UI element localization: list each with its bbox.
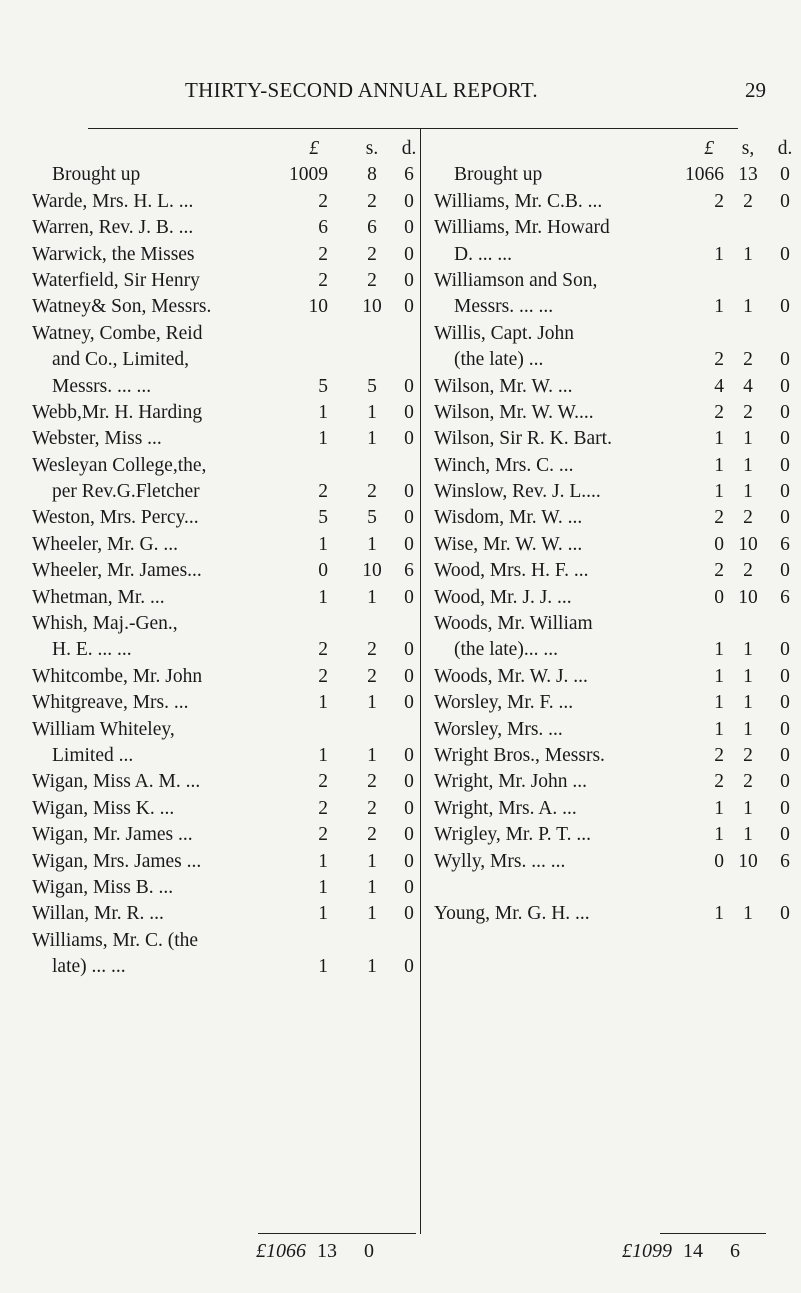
shillings-value: 1: [743, 718, 753, 740]
pounds-value: 5: [318, 507, 328, 529]
right-total-rule: [660, 1233, 766, 1234]
header-rule: [88, 128, 738, 129]
pence-value: 0: [404, 956, 414, 978]
subscriber-row: [32, 928, 420, 954]
subscriber-name: Wigan, Miss K. ...: [32, 797, 175, 819]
pence-value: 6: [404, 164, 414, 186]
subscriber-row: [32, 558, 420, 584]
shillings-value: 8: [367, 164, 377, 186]
pounds-value: 1: [318, 692, 328, 714]
subscriber-name: Wrigley, Mr. P. T. ...: [434, 824, 592, 846]
shillings-value: 1: [743, 296, 753, 318]
left-total: [256, 1240, 374, 1263]
right-total-shillings: 14: [683, 1240, 703, 1262]
subscriber-row: [434, 505, 796, 531]
shillings-value: 2: [367, 269, 377, 291]
shillings-value: 6: [367, 217, 377, 239]
subscriber-name: Wright, Mr. John ...: [434, 771, 588, 793]
shillings-value: 2: [743, 507, 753, 529]
subscriber-row: [32, 690, 420, 716]
left-total-pounds: £1066: [256, 1240, 306, 1262]
subscriber-row: [32, 162, 420, 188]
pounds-value: 2: [318, 639, 328, 661]
pence-value: 0: [780, 349, 790, 371]
shillings-value: 10: [738, 850, 758, 872]
pounds-value: 2: [318, 190, 328, 212]
pence-value: 0: [404, 401, 414, 423]
subscriber-name: Williamson and Son,: [434, 269, 598, 291]
shillings-value: 1: [367, 903, 377, 925]
shillings-value: 2: [367, 190, 377, 212]
subscriber-name: H. E. ... ...: [52, 639, 132, 661]
subscriber-row: [32, 717, 420, 743]
pence-value: 0: [404, 375, 414, 397]
subscriber-name: Watney, Combe, Reid: [32, 322, 203, 344]
left-total-pence: 0: [364, 1240, 374, 1262]
pounds-value: 2: [318, 269, 328, 291]
pounds-value: 2: [318, 243, 328, 265]
shillings-value: 10: [362, 296, 382, 318]
subscriber-row: [434, 532, 796, 558]
subscriber-row: [32, 453, 420, 479]
shilling-header: s.: [365, 138, 379, 159]
pounds-value: 0: [318, 560, 328, 582]
left-total-shillings: 13: [317, 1240, 337, 1262]
left-column: [32, 136, 420, 981]
subscriber-row: [32, 769, 420, 795]
shillings-value: 2: [367, 797, 377, 819]
subscriber-name: Wylly, Mrs. ... ...: [434, 850, 566, 872]
subscriber-name: Watney& Son, Messrs.: [32, 296, 212, 318]
page-header: [0, 78, 801, 108]
subscriber-name: Woods, Mr. William: [434, 613, 593, 635]
right-currency-header: [434, 136, 796, 162]
subscriber-row: [434, 189, 796, 215]
subscriber-row: [32, 189, 420, 215]
pounds-value: 1: [714, 428, 724, 450]
subscriber-row: [434, 321, 796, 347]
report-title: THIRTY-SECOND ANNUAL REPORT.: [185, 78, 538, 102]
pence-value: 0: [404, 269, 414, 291]
subscriber-row: [434, 875, 796, 901]
pounds-value: 1: [714, 824, 724, 846]
shillings-value: 10: [738, 533, 758, 555]
subscriber-name: Wesleyan College,the,: [32, 454, 207, 476]
subscriber-name: Wood, Mrs. H. F. ...: [434, 560, 589, 582]
pence-value: 0: [404, 665, 414, 687]
pence-value: 0: [404, 771, 414, 793]
shillings-value: 1: [367, 956, 377, 978]
pounds-value: 2: [714, 190, 724, 212]
pence-value: 0: [780, 164, 790, 186]
pence-value: 0: [404, 824, 414, 846]
subscriber-name: Williams, Mr. Howard: [434, 217, 610, 239]
subscriber-row: [32, 505, 420, 531]
pounds-value: 2: [714, 771, 724, 793]
pence-value: 0: [404, 507, 414, 529]
shilling-header: s,: [741, 138, 755, 159]
subscriber-row: [434, 242, 796, 268]
subscriber-name: Winslow, Rev. J. L....: [434, 481, 601, 503]
pounds-value: 6: [318, 217, 328, 239]
shillings-value: 10: [738, 586, 758, 608]
pence-value: 0: [404, 639, 414, 661]
pence-value: 0: [780, 824, 790, 846]
subscriber-name: Williams, Mr. C.B. ...: [434, 190, 603, 212]
pence-value: 0: [780, 797, 790, 819]
right-subscriber-list: [434, 162, 796, 927]
left-currency-header: [32, 136, 420, 162]
subscriber-name: Warde, Mrs. H. L. ...: [32, 190, 194, 212]
shillings-value: 2: [367, 824, 377, 846]
pence-value: 0: [404, 903, 414, 925]
subscriber-name: Weston, Mrs. Percy...: [32, 507, 199, 529]
subscriber-row: [32, 822, 420, 848]
shillings-value: 2: [743, 771, 753, 793]
subscriber-row: [434, 453, 796, 479]
pounds-value: 0: [714, 533, 724, 555]
subscriber-row: [32, 585, 420, 611]
pounds-value: 1009: [289, 164, 328, 186]
pence-value: 6: [404, 560, 414, 582]
pounds-value: 1: [318, 850, 328, 872]
pounds-value: 1: [714, 903, 724, 925]
subscriber-name: Winch, Mrs. C. ...: [434, 454, 574, 476]
pence-value: 0: [780, 744, 790, 766]
shillings-value: 1: [743, 692, 753, 714]
pence-value: 0: [780, 560, 790, 582]
shillings-value: 2: [367, 243, 377, 265]
pence-value: 0: [780, 692, 790, 714]
subscriber-row: [434, 611, 796, 637]
shillings-value: 2: [367, 481, 377, 503]
subscriber-row: [32, 875, 420, 901]
subscriber-name: D. ... ...: [454, 243, 512, 265]
pounds-value: 1: [318, 586, 328, 608]
subscriber-name: Wigan, Miss A. M. ...: [32, 771, 201, 793]
pounds-value: 2: [318, 665, 328, 687]
pounds-value: 1: [714, 718, 724, 740]
subscriber-name: William Whiteley,: [32, 718, 175, 740]
pound-header: £: [704, 138, 714, 159]
right-total-pence: 6: [730, 1240, 740, 1262]
subscriber-name: Messrs. ... ...: [454, 296, 554, 318]
pence-value: 6: [780, 533, 790, 555]
pence-value: 0: [780, 639, 790, 661]
subscriber-row: [434, 901, 796, 927]
subscriber-row: [434, 374, 796, 400]
subscriber-row: [434, 215, 796, 241]
pounds-value: 1: [318, 956, 328, 978]
subscriber-name: Wheeler, Mr. James...: [32, 560, 202, 582]
pence-value: 0: [404, 797, 414, 819]
pence-value: 0: [780, 665, 790, 687]
subscriber-name: (the late)... ...: [454, 639, 558, 661]
left-total-rule: [258, 1233, 416, 1234]
pence-value: 0: [404, 744, 414, 766]
pounds-value: 1: [714, 243, 724, 265]
shillings-value: 13: [738, 164, 758, 186]
subscriber-name: Wilson, Mr. W. ...: [434, 375, 573, 397]
subscriber-row: [434, 294, 796, 320]
pence-value: 6: [780, 850, 790, 872]
subscriber-name: Messrs. ... ...: [52, 375, 152, 397]
subscriber-row: [434, 717, 796, 743]
subscriber-name: Wood, Mr. J. J. ...: [434, 586, 572, 608]
subscriber-row: [434, 849, 796, 875]
pence-value: 0: [404, 481, 414, 503]
pence-value: 0: [780, 771, 790, 793]
pounds-value: 5: [318, 375, 328, 397]
shillings-value: 1: [743, 454, 753, 476]
pounds-value: 1: [318, 903, 328, 925]
subscriber-name: Wigan, Mr. James ...: [32, 824, 193, 846]
subscriber-row: [32, 611, 420, 637]
shillings-value: 1: [743, 903, 753, 925]
shillings-value: 4: [743, 375, 753, 397]
pence-value: 0: [780, 507, 790, 529]
subscriber-row: [32, 954, 420, 980]
subscriber-name: Wilson, Sir R. K. Bart.: [434, 428, 612, 450]
pence-value: 0: [780, 903, 790, 925]
pence-header: d.: [401, 138, 417, 159]
subscriber-name: Warwick, the Misses: [32, 243, 195, 265]
subscriber-row: [434, 796, 796, 822]
pounds-value: 2: [714, 507, 724, 529]
subscriber-name: Wise, Mr. W. W. ...: [434, 533, 583, 555]
pence-value: 0: [780, 481, 790, 503]
pounds-value: 4: [714, 375, 724, 397]
pence-value: 6: [780, 586, 790, 608]
right-total-pounds: £1099: [622, 1240, 672, 1262]
pounds-value: 2: [318, 481, 328, 503]
subscriber-name: Young, Mr. G. H. ...: [434, 903, 590, 925]
subscriber-row: [434, 347, 796, 373]
subscriber-name: Whitgreave, Mrs. ...: [32, 692, 189, 714]
shillings-value: 1: [367, 744, 377, 766]
pence-value: 0: [404, 243, 414, 265]
subscriber-row: [32, 901, 420, 927]
shillings-value: 1: [367, 876, 377, 898]
subscriber-name: Willis, Capt. John: [434, 322, 575, 344]
shillings-value: 2: [743, 190, 753, 212]
subscriber-name: Worsley, Mr. F. ...: [434, 692, 574, 714]
subscriber-row: [32, 532, 420, 558]
subscriber-row: [434, 268, 796, 294]
subscriber-row: [434, 769, 796, 795]
shillings-value: 1: [367, 586, 377, 608]
shillings-value: 1: [743, 243, 753, 265]
subscriber-name: Waterfield, Sir Henry: [32, 269, 200, 291]
subscriber-row: [32, 321, 420, 347]
subscriber-row: [32, 664, 420, 690]
subscriber-row: [32, 294, 420, 320]
subscriber-name: Limited ...: [52, 744, 134, 766]
shillings-value: 2: [743, 349, 753, 371]
subscriber-name: Worsley, Mrs. ...: [434, 718, 563, 740]
pence-value: 0: [780, 454, 790, 476]
pence-value: 0: [404, 692, 414, 714]
subscriber-row: [32, 479, 420, 505]
subscriber-row: [32, 242, 420, 268]
pounds-value: 1: [318, 876, 328, 898]
pence-value: 0: [404, 296, 414, 318]
subscriber-name: and Co., Limited,: [52, 349, 190, 371]
left-subscriber-list: [32, 162, 420, 980]
subscriber-row: [32, 374, 420, 400]
right-column: [434, 136, 796, 928]
subscriber-name: Wright Bros., Messrs.: [434, 744, 605, 766]
pounds-value: 1: [714, 296, 724, 318]
pounds-value: 2: [714, 744, 724, 766]
pounds-value: 2: [714, 349, 724, 371]
subscriber-name: Whish, Maj.-Gen.,: [32, 613, 178, 635]
pounds-value: 10: [308, 296, 328, 318]
subscriber-row: [434, 426, 796, 452]
pounds-value: 1: [318, 428, 328, 450]
subscriber-row: [434, 558, 796, 584]
subscriber-name: Webb,Mr. H. Harding: [32, 401, 203, 423]
pence-value: 0: [780, 190, 790, 212]
subscriber-name: Williams, Mr. C. (the: [32, 929, 199, 951]
pence-value: 0: [404, 533, 414, 555]
subscriber-name: Wilson, Mr. W. W....: [434, 401, 594, 423]
subscriber-name: Webster, Miss ...: [32, 428, 162, 450]
pence-value: 0: [404, 217, 414, 239]
pence-value: 0: [780, 401, 790, 423]
subscriber-name: Wright, Mrs. A. ...: [434, 797, 577, 819]
pence-value: 0: [780, 428, 790, 450]
subscriber-row: [32, 849, 420, 875]
pounds-value: 1: [714, 454, 724, 476]
pounds-value: 1: [318, 744, 328, 766]
subscriber-row: [434, 822, 796, 848]
pounds-value: 1: [714, 481, 724, 503]
page-number: 29: [745, 78, 766, 102]
pounds-value: 0: [714, 586, 724, 608]
pounds-value: 1: [714, 692, 724, 714]
shillings-value: 1: [367, 692, 377, 714]
subscriber-name: Woods, Mr. W. J. ...: [434, 665, 588, 687]
pence-value: 0: [780, 718, 790, 740]
subscriber-name: Wisdom, Mr. W. ...: [434, 507, 583, 529]
subscriber-row: [434, 479, 796, 505]
shillings-value: 1: [367, 850, 377, 872]
subscriber-row: [32, 426, 420, 452]
right-total: [622, 1240, 740, 1263]
shillings-value: 1: [743, 481, 753, 503]
pence-value: 0: [780, 243, 790, 265]
shillings-value: 1: [743, 428, 753, 450]
subscriber-name: per Rev.G.Fletcher: [52, 481, 200, 503]
shillings-value: 2: [743, 401, 753, 423]
subscriber-row: [434, 743, 796, 769]
pound-header: £: [309, 138, 319, 159]
shillings-value: 1: [367, 428, 377, 450]
subscriber-name: Willan, Mr. R. ...: [32, 903, 164, 925]
shillings-value: 2: [367, 665, 377, 687]
shillings-value: 2: [743, 744, 753, 766]
pounds-value: 2: [318, 797, 328, 819]
subscriber-name: (the late) ...: [454, 349, 544, 371]
subscriber-row: [32, 215, 420, 241]
shillings-value: 5: [367, 375, 377, 397]
pounds-value: 2: [714, 560, 724, 582]
subscriber-row: [32, 637, 420, 663]
subscriber-name: Wigan, Miss B. ...: [32, 876, 174, 898]
shillings-value: 1: [743, 665, 753, 687]
pence-value: 0: [404, 428, 414, 450]
subscriber-row: [434, 585, 796, 611]
pence-value: 0: [404, 850, 414, 872]
shillings-value: 2: [367, 771, 377, 793]
subscriber-row: [434, 400, 796, 426]
subscriber-row: [32, 743, 420, 769]
shillings-value: 1: [743, 824, 753, 846]
subscriber-row: [434, 162, 796, 188]
subscriber-name: late) ... ...: [52, 956, 126, 978]
subscriber-name: Wigan, Mrs. James ...: [32, 850, 202, 872]
pounds-value: 1: [714, 797, 724, 819]
pence-value: 0: [404, 586, 414, 608]
shillings-value: 2: [367, 639, 377, 661]
shillings-value: 1: [367, 401, 377, 423]
subscriber-row: [32, 796, 420, 822]
pounds-value: 2: [318, 824, 328, 846]
shillings-value: 5: [367, 507, 377, 529]
pounds-value: 1066: [685, 164, 724, 186]
pounds-value: 1: [714, 639, 724, 661]
pence-value: 0: [780, 296, 790, 318]
subscriber-row: [32, 400, 420, 426]
pence-value: 0: [780, 375, 790, 397]
subscriber-row: [32, 347, 420, 373]
shillings-value: 10: [362, 560, 382, 582]
pounds-value: 2: [714, 401, 724, 423]
shillings-value: 1: [743, 639, 753, 661]
subscriber-name: Brought up: [52, 164, 141, 186]
pence-value: 0: [404, 190, 414, 212]
subscriber-name: Brought up: [454, 164, 543, 186]
subscriber-row: [434, 690, 796, 716]
subscriber-name: Warren, Rev. J. B. ...: [32, 217, 194, 239]
shillings-value: 2: [743, 560, 753, 582]
pence-value: 0: [404, 876, 414, 898]
column-divider: [420, 128, 421, 1234]
pence-header: d.: [777, 138, 793, 159]
subscriber-name: Wheeler, Mr. G. ...: [32, 533, 178, 555]
shillings-value: 1: [367, 533, 377, 555]
pounds-value: 1: [318, 533, 328, 555]
pounds-value: 0: [714, 850, 724, 872]
shillings-value: 1: [743, 797, 753, 819]
pounds-value: 1: [318, 401, 328, 423]
subscriber-row: [434, 637, 796, 663]
pounds-value: 1: [714, 665, 724, 687]
subscriber-row: [32, 268, 420, 294]
pounds-value: 2: [318, 771, 328, 793]
subscriber-name: Whetman, Mr. ...: [32, 586, 165, 608]
subscriber-name: Whitcombe, Mr. John: [32, 665, 203, 687]
subscriber-row: [434, 664, 796, 690]
